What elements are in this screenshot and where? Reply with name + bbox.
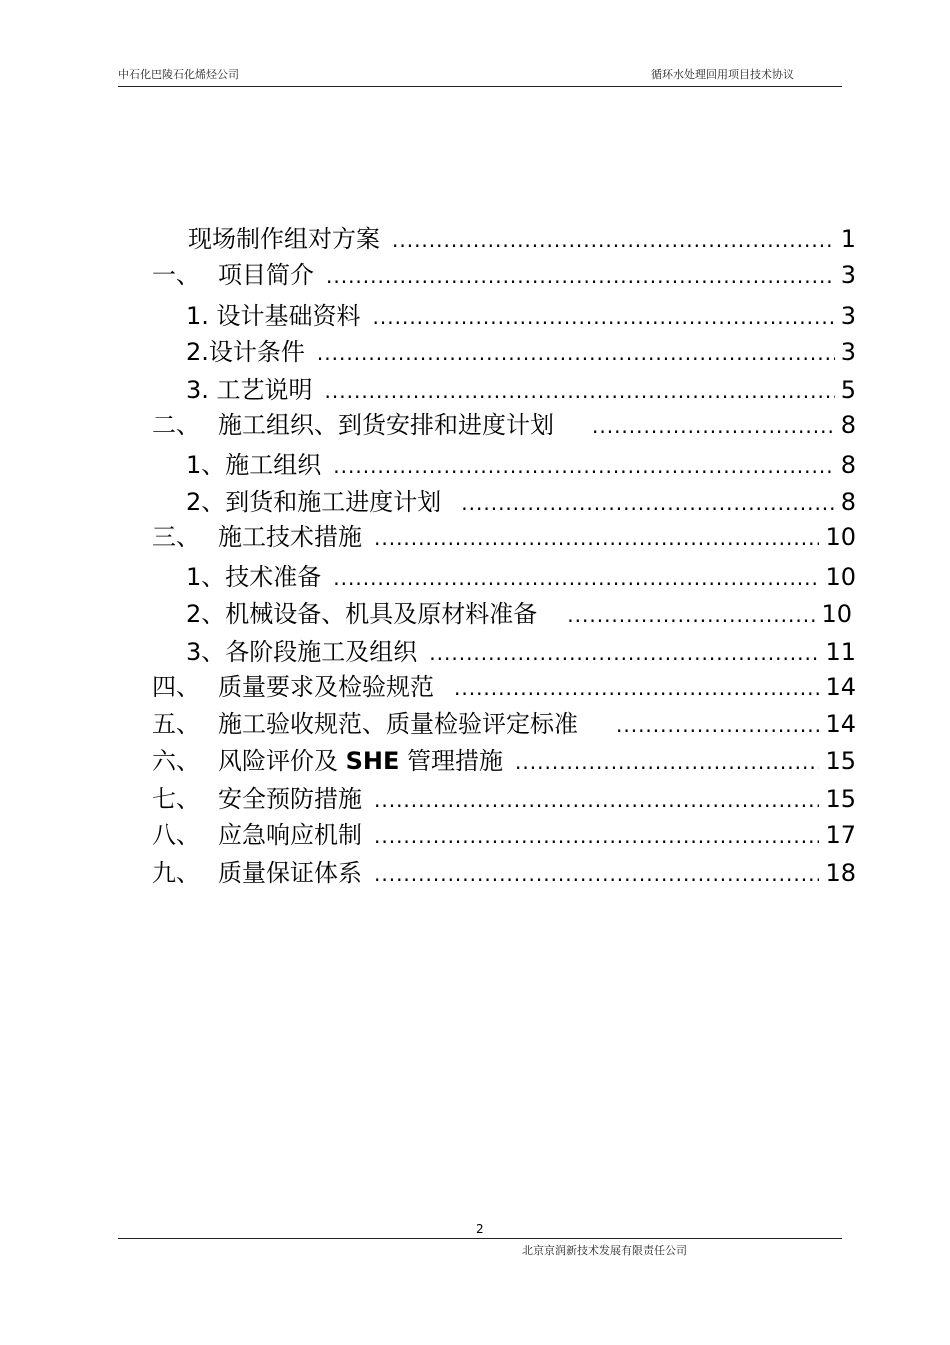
toc-entry[interactable] [152,820,856,850]
toc-entry-label: 施工验收规范、质量检验评定标准 [218,710,578,738]
header-left-company: 中石化巴陵石化烯烃公司 [118,68,239,81]
footer-divider [118,1238,842,1239]
toc-entry-number: 六、 [152,747,200,775]
toc-leader-dots [325,376,835,406]
toc-entry-page: 11 [825,638,856,666]
toc-entry[interactable] [152,672,856,702]
toc-entry-number: 二、 [152,411,200,439]
toc-label-suffix: 管理措施 [399,747,504,775]
toc-entry-number: 九、 [152,859,200,887]
toc-leader-dots [454,673,819,703]
toc-entry[interactable] [152,709,856,739]
toc-entry-label: 现场制作组对方案 [188,225,380,253]
toc-entry[interactable] [188,224,856,254]
toc-entry-number: 一、 [152,261,200,289]
toc-entry[interactable] [152,858,856,888]
toc-entry-number: 2、 [186,488,226,516]
toc-entry[interactable] [186,301,856,331]
toc-entry-page: 15 [825,747,856,775]
toc-entry-label: 设计条件 [208,338,305,366]
toc-leader-dots [616,710,819,740]
toc-entry[interactable] [152,410,856,440]
footer-page-number: 2 [476,1222,484,1236]
toc-leader-dots [461,488,834,518]
toc-entry-label: 应急响应机制 [218,821,362,849]
toc-leader-dots [515,747,819,777]
toc-entry-page: 18 [825,859,856,887]
toc-entry-number: 3、 [186,638,226,666]
toc-leader-dots [374,859,819,889]
toc-entry-label: 各阶段施工及组织 [225,638,418,666]
toc-entry-page: 8 [840,488,856,516]
toc-entry[interactable] [152,784,856,814]
toc-entry-page: 14 [825,673,856,701]
toc-entry-label: 施工组织 [225,451,322,479]
toc-entry-number: 七、 [152,785,200,813]
toc-entry-label: 安全预防措施 [218,785,362,813]
toc-entry-label: 机械设备、机具及原材料准备 [225,600,538,628]
toc-leader-dots [373,302,835,332]
toc-entry-page: 17 [825,821,856,849]
toc-entry-page: 1 [840,225,856,253]
toc-entry-number: 2、 [186,600,226,628]
toc-entry[interactable] [186,375,856,405]
toc-entry-label [218,746,503,776]
toc-entry-label: 项目简介 [218,261,314,289]
toc-entry-number: 1、 [186,563,226,591]
toc-entry-page: 8 [840,411,856,439]
toc-entry-page: 3 [840,338,856,366]
toc-entry[interactable] [152,746,856,776]
toc-entry-page: 10 [825,563,856,591]
toc-entry-number: 五、 [152,710,200,738]
toc-leader-dots [392,225,835,255]
toc-entry-page: 10 [821,600,852,628]
toc-entry-number: 2. [186,338,209,366]
toc-entry-label: 施工组织、到货安排和进度计划 [218,411,554,439]
toc-leader-dots [374,523,819,553]
toc-entry-label: 质量保证体系 [218,859,362,887]
header-right-title: 循环水处理回用项目技术协议 [651,68,794,81]
toc-entry-page: 3 [840,261,856,289]
toc-entry-label: 技术准备 [225,563,322,591]
toc-entry[interactable] [186,337,856,367]
toc-entry[interactable] [186,637,856,667]
toc-leader-dots [326,261,835,291]
toc-entry-number: 八、 [152,821,200,849]
toc-leader-dots [333,563,819,593]
toc-entry-number: 3. [186,376,217,404]
toc-entry-number: 1、 [186,451,226,479]
toc-entry-page: 8 [840,451,856,479]
toc-leader-dots [333,451,834,481]
toc-entry-label: 设计基础资料 [216,302,361,330]
toc-entry[interactable] [186,599,852,629]
toc-entry-label: 到货和施工进度计划 [225,488,442,516]
toc-entry-page: 5 [840,376,856,404]
toc-entry-page: 14 [825,710,856,738]
toc-entry-number: 四、 [152,673,200,701]
toc-entry-page: 15 [825,785,856,813]
toc-entry[interactable] [186,450,856,480]
toc-label-prefix: 风险评价及 [218,747,346,775]
toc-label-she: SHE [345,747,400,775]
toc-entry-number: 1. [186,302,217,330]
toc-leader-dots [374,821,819,851]
toc-entry-label: 工艺说明 [216,376,313,404]
footer-company: 北京京润新技术发展有限责任公司 [522,1244,687,1257]
toc-entry-number: 三、 [152,523,200,551]
toc-entry-page: 3 [840,302,856,330]
toc-leader-dots [567,600,815,630]
toc-leader-dots [374,785,819,815]
toc-leader-dots [592,411,835,441]
toc-entry-label: 施工技术措施 [218,523,362,551]
toc-entry[interactable] [152,260,856,290]
toc-leader-dots [429,638,819,668]
toc-entry[interactable] [186,487,856,517]
toc-entry-page: 10 [825,523,856,551]
toc-entry[interactable] [186,562,856,592]
toc-leader-dots [317,338,835,368]
toc-entry[interactable] [152,522,856,552]
toc-entry-label: 质量要求及检验规范 [218,673,434,701]
